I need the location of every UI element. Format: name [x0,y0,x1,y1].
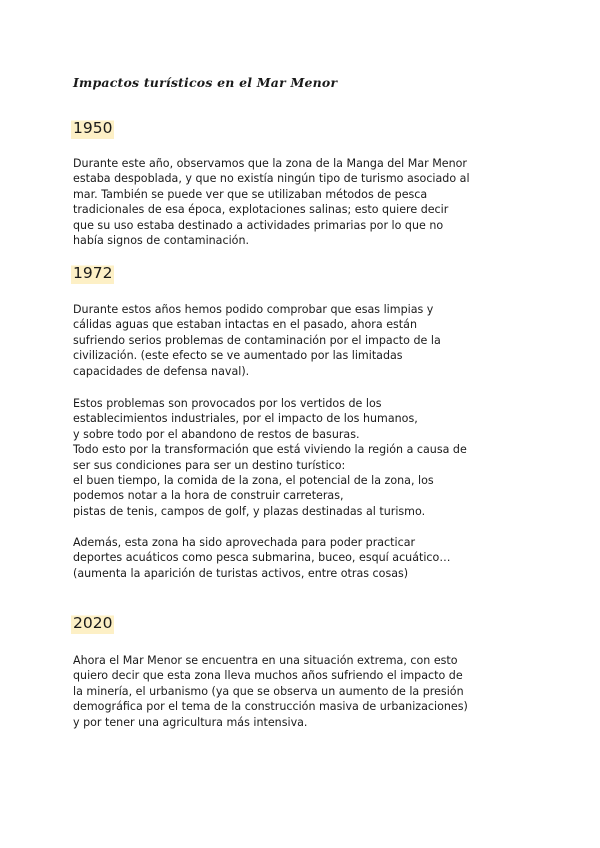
section-2020-paragraph: Ahora el Mar Menor se encuentra en una situación extrema, con esto quiero decir que esta zona lleva muchos años sufriendo el impacto de la minería, el urbanismo (ya que se observa un aumento de la presión demográfica por el tema de la construcción masiva de urbanizaciones) y por tener una agricultura más intensiva. [73,654,468,729]
section-year-2020: 2020 [73,614,113,632]
section-year-1972: 1972 [73,264,113,282]
section-1972-paragraph-1: Durante estos años hemos podido comprobar que esas limpias y cálidas aguas que estaban intactas en el pasado, ahora están sufriendo serios problemas de contaminación por el impacto de la civilización. (este efecto se ve aumentado por las limitadas capacidades de defensa naval). [73,303,441,378]
document-title: Impactos turísticos en el Mar Menor [73,75,338,90]
section-1972-paragraph-3: Además, esta zona ha sido aprovechada para poder practicar deportes acuáticos como pesca submarina, buceo, esquí acuático… (aumenta la aparición de turistas activos, entre otras cosas) [73,536,451,580]
section-year-1950: 1950 [73,119,113,137]
section-1950-paragraph: Durante este año, observamos que la zona de la Manga del Mar Menor estaba despoblada, y que no existía ningún tipo de turismo asociado al mar. También se puede ver que se utilizaban métodos de pesca tradicionales de esa época, explotaciones salinas; esto quiere decir que su uso estaba destinado a actividades primarias por lo que no había signos de contaminación. [73,157,470,248]
section-1972-paragraph-2: Estos problemas son provocados por los vertidos de los establecimientos industriales, por el impacto de los humanos, y sobre todo por el abandono de restos de basuras. Todo esto por la transformación que está viviendo la región a causa de ser sus condiciones para ser un destino turístico: el buen tiempo, la comida de la zona, el potencial de la zona, los podemos notar a la hora de construir carreteras, pistas de tenis, campos de golf, y plazas destinadas al turismo. [73,397,467,518]
